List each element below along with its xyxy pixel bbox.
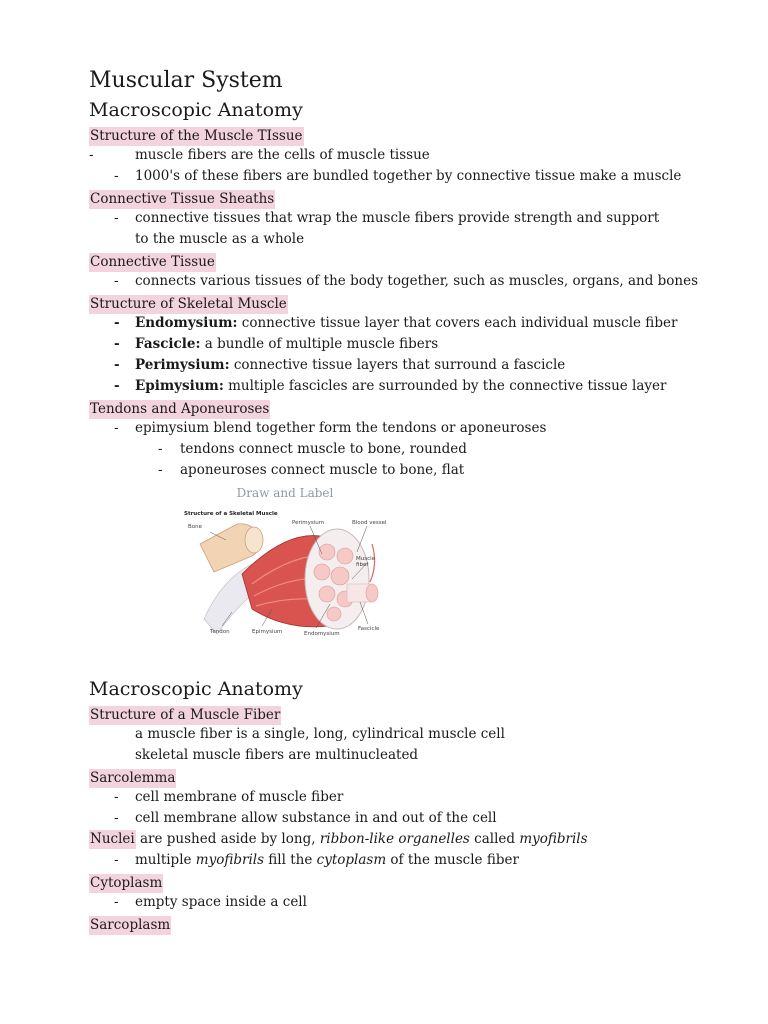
highlighted-heading: Sarcolemma (90, 770, 176, 786)
text-run: are pushed aside by long, (135, 831, 320, 847)
dash-bullet: - (158, 441, 163, 457)
bullet-item (89, 808, 689, 829)
section-heading: Macroscopic Anatomy (89, 678, 303, 700)
dash-bullet: - (114, 894, 119, 910)
term-item (89, 355, 689, 376)
item-text: 1000's of these fibers are bundled together by connective tissue make a muscle (135, 168, 682, 184)
italic-run: myofibrils (519, 831, 588, 847)
section-heading: Macroscopic Anatomy (89, 99, 303, 121)
item-text: skeletal muscle fibers are multinucleated (135, 747, 419, 763)
term-label: Endomysium: (135, 315, 238, 331)
diagram-subtitle: Structure of a Skeletal Muscle (184, 511, 278, 517)
bullet-item (89, 271, 699, 292)
highlighted-term: Nuclei (90, 831, 135, 847)
item-text: muscle fibers are the cells of muscle tissue (135, 147, 430, 163)
highlighted-heading: Sarcoplasm (90, 917, 171, 933)
dash-bullet: - (114, 210, 119, 226)
document-page (89, 66, 699, 934)
item-text: aponeuroses connect muscle to bone, flat (180, 462, 465, 478)
term-definition: multiple fascicles are surrounded by the connective tissue layer (223, 378, 667, 394)
term-definition: a bundle of multiple muscle fibers (200, 336, 439, 352)
highlighted-heading: Cytoplasm (90, 875, 163, 891)
highlighted-heading: Structure of the Muscle TIssue (90, 128, 303, 144)
highlighted-heading: Connective Tissue Sheaths (90, 191, 275, 207)
bullet-item (89, 892, 689, 913)
term-definition: connective tissue layer that covers each individual muscle fiber (237, 315, 678, 331)
term-definition: connective tissue layers that surround a fascicle (229, 357, 566, 373)
term-label: Perimysium: (135, 357, 230, 373)
dash-bullet: - (114, 315, 120, 331)
bullet-item (89, 145, 689, 166)
item-text: a muscle fiber is a single, long, cylindrical muscle cell (135, 726, 505, 742)
highlighted-heading: Structure of a Muscle Fiber (90, 707, 281, 723)
dash-bullet: - (114, 420, 119, 436)
label-fascicle: Fascicle (358, 626, 380, 632)
term-label: Epimysium: (135, 378, 224, 394)
term-label: Fascicle: (135, 336, 201, 352)
italic-run: ribbon-like organelles (319, 831, 470, 847)
plain-item (89, 724, 689, 745)
label-blood-vessel: Blood vessel (352, 520, 387, 526)
item-text: epimysium blend together form the tendons or aponeuroses (135, 420, 547, 436)
term-item (89, 334, 689, 355)
italic-run: cytoplasm (316, 852, 387, 868)
dash-bullet: - (114, 789, 119, 805)
bullet-item (89, 850, 689, 871)
dash-bullet: - (114, 852, 119, 868)
dash-bullet: - (89, 147, 94, 163)
text-run: multiple (135, 852, 196, 868)
bullet-item (89, 787, 689, 808)
fascicle-end (366, 584, 378, 602)
highlighted-heading: Tendons and Aponeuroses (90, 401, 270, 417)
dash-bullet: - (114, 273, 119, 289)
item-text: connects various tissues of the body together, such as muscles, organs, and bones (135, 273, 699, 289)
text-run: fill the (264, 852, 317, 868)
skeletal-muscle-diagram (182, 484, 388, 659)
bullet-item (89, 166, 689, 187)
label-endomysium: Endomysium (304, 631, 340, 637)
label-muscle-fiber: Muscle fiber (356, 556, 376, 568)
bullet-item (89, 439, 689, 460)
dash-bullet: - (114, 336, 120, 352)
highlighted-heading: Connective Tissue (90, 254, 215, 270)
label-bone: Bone (188, 524, 203, 530)
text-run: called (469, 831, 520, 847)
plain-item (89, 745, 689, 766)
bullet-item (89, 208, 689, 250)
dash-bullet: - (114, 168, 119, 184)
text-run: of the muscle fiber (386, 852, 519, 868)
label-perimysium: Perimysium (292, 520, 325, 526)
document-title: Muscular System (89, 68, 283, 93)
italic-run: myofibrils (195, 852, 265, 868)
label-tendon: Tendon (210, 629, 230, 635)
item-text: cell membrane allow substance in and out of the cell (135, 810, 497, 826)
nuclei-line (89, 829, 689, 850)
dash-bullet: - (114, 357, 120, 373)
item-text: cell membrane of muscle fiber (135, 789, 344, 805)
dash-bullet: - (158, 462, 163, 478)
dash-bullet: - (114, 378, 120, 394)
item-text: empty space inside a cell (135, 894, 307, 910)
bullet-item (89, 460, 689, 481)
term-item (89, 376, 689, 397)
label-epimysium: Epimysium (252, 629, 283, 635)
bullet-item (89, 418, 689, 439)
dash-bullet: - (114, 810, 119, 826)
bone-end (245, 527, 263, 553)
highlighted-heading: Structure of Skeletal Muscle (90, 296, 287, 312)
diagram-title: Draw and Label (236, 486, 334, 500)
item-text: tendons connect muscle to bone, rounded (180, 441, 467, 457)
term-item (89, 313, 689, 334)
item-text: connective tissues that wrap the muscle fibers provide strength and support to the muscle as a whole (135, 210, 660, 247)
